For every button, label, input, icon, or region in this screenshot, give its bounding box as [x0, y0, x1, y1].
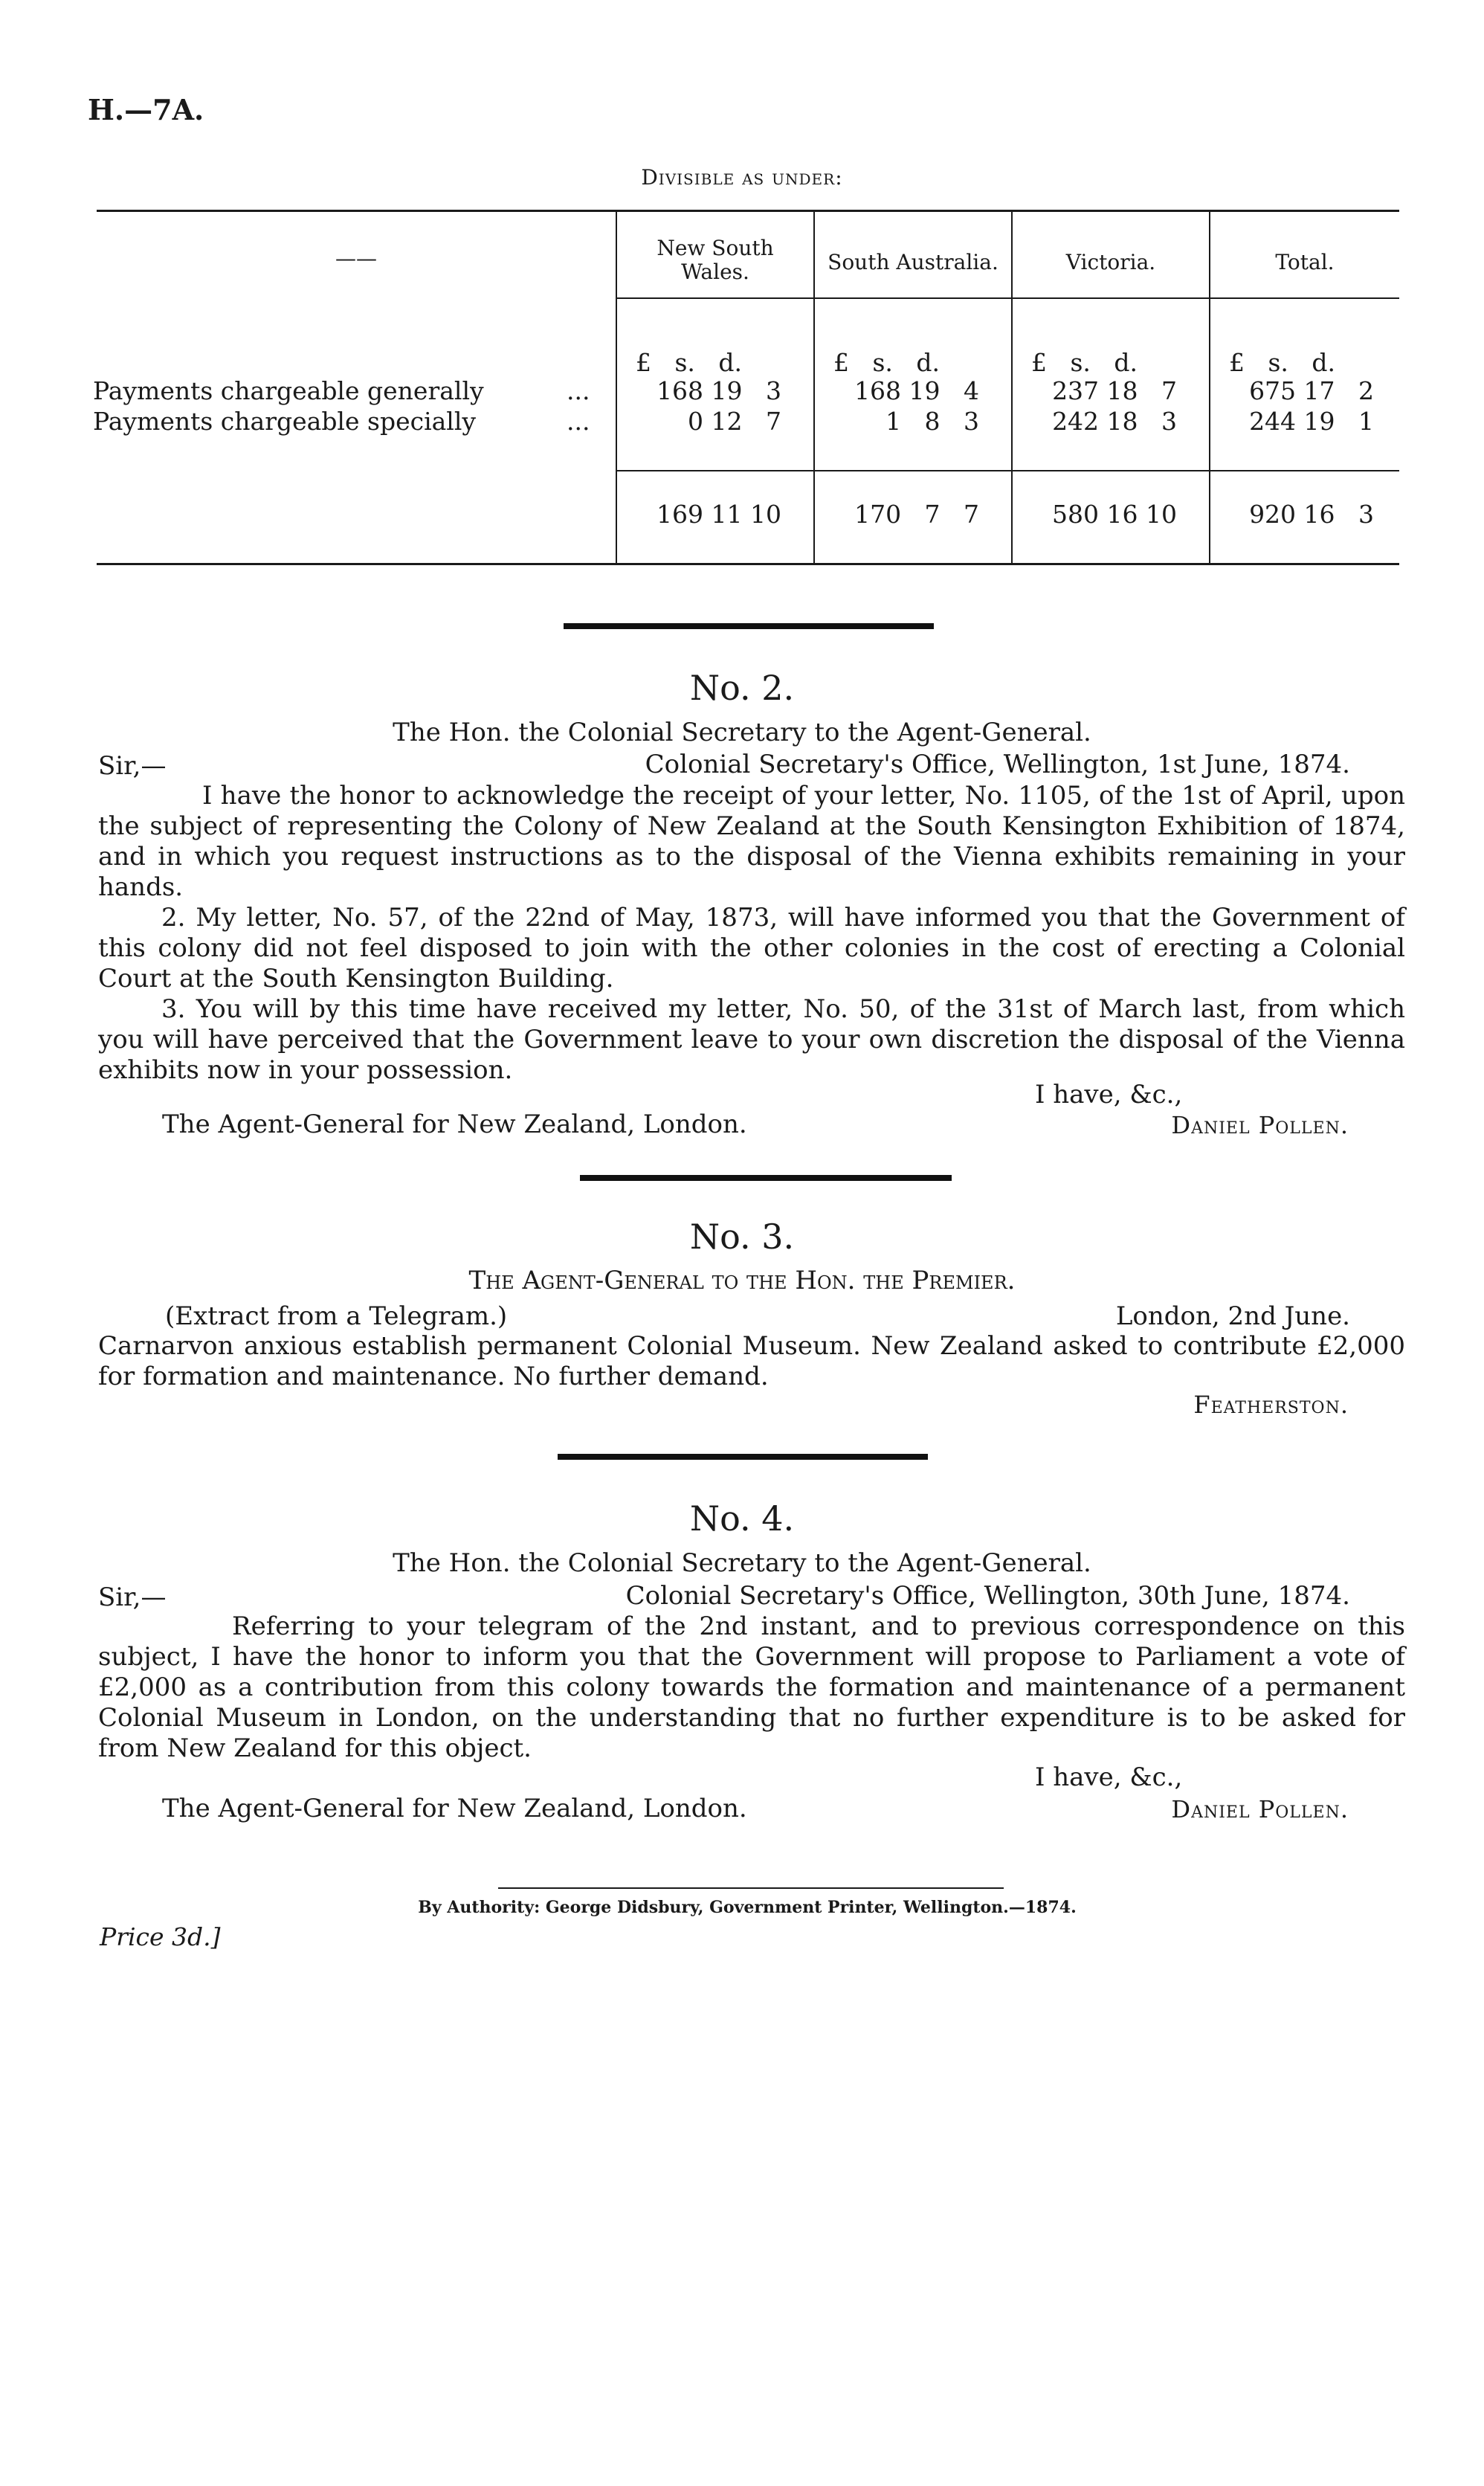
table-cell: 244 19 1: [1249, 407, 1374, 436]
signature: Featherston.: [1193, 1391, 1349, 1419]
column-header-total: Total.: [1275, 250, 1335, 274]
letter-address: The Agent-General to the Hon. the Premier.: [468, 1266, 1016, 1295]
table-cell: 0 12 7: [688, 407, 781, 436]
telegram-body: Carnarvon anxious establish permanent Colonial Museum. New Zealand asked to contribute £2,000 for formation and maintenance. No further demand.: [98, 1331, 1405, 1391]
signature: Daniel Pollen.: [1171, 1111, 1349, 1139]
salutation: Sir,—: [98, 1582, 167, 1612]
letter-address: The Hon. the Colonial Secretary to the Agent-General.: [393, 718, 1091, 747]
letter-number: No. 2.: [689, 668, 795, 708]
closing: I have, &c.,: [1035, 1080, 1183, 1110]
letter-paragraph: 3. You will by this time have received my letter, No. 50, of the 31st of March last, from which you will have perceived that the Government leave to your own discretion the disposal of the Vienna exhibits now in your possession.: [98, 994, 1405, 1085]
document-reference: H.—7A.: [88, 93, 204, 126]
letter-number: No. 3.: [689, 1217, 795, 1257]
column-header-vic: Victoria.: [1065, 250, 1156, 274]
place-date: London, 2nd June.: [1115, 1301, 1350, 1331]
total-cell: 169 11 10: [656, 500, 781, 529]
total-cell: 920 16 3: [1249, 500, 1374, 529]
currency-heading: £ s. d.: [636, 348, 742, 377]
column-header-nsw: New South Wales.: [656, 236, 774, 284]
total-cell: 170 7 7: [854, 500, 979, 529]
signature: Daniel Pollen.: [1171, 1795, 1349, 1823]
section-divider: [580, 1175, 952, 1181]
printer-imprint: By Authority: George Didsbury, Government Printer, Wellington.—1874.: [418, 1898, 1077, 1917]
currency-heading: £ s. d.: [833, 348, 940, 377]
place-date: Colonial Secretary's Office, Wellington, 30th June, 1874.: [625, 1581, 1350, 1611]
letter-paragraph: I have the honor to acknowledge the receipt of your letter, No. 1105, of the 1st of April, upon the subject of representing the Colony of New Zealand at the South Kensington Exhibition of 1874, and in which you request instructions as to the disposal of the Vienna exhibits remaining in your hands.: [98, 781, 1405, 902]
table-bottom-rule: [97, 563, 1399, 565]
row-leader-dots: ...: [567, 407, 590, 436]
currency-heading: £ s. d.: [1229, 348, 1335, 377]
column-header-sa: South Australia.: [828, 250, 999, 274]
table-title: Divisible as under:: [641, 165, 843, 190]
column-divider: [616, 212, 617, 563]
row-label: Payments chargeable generally: [93, 376, 484, 405]
section-divider: [564, 623, 934, 629]
letter-number: No. 4.: [689, 1498, 795, 1539]
row-label: Payments chargeable specially: [93, 407, 477, 436]
letter-paragraph: Referring to your telegram of the 2nd instant, and to previous correspondence on this subject, I have the honor to inform you that the Government will propose to Parliament a vote of £2,000 as a contribution from this colony towards the formation and maintenance of a permanent Colonial Museum in London, on the understanding that no further expenditure is to be asked for from New Zealand for this object.: [98, 1611, 1405, 1763]
table-cell: 168 19 4: [854, 376, 979, 405]
footer-rule: [498, 1887, 1004, 1889]
letter-address: The Hon. the Colonial Secretary to the Agent-General.: [393, 1548, 1091, 1578]
table-cell: 675 17 2: [1249, 376, 1374, 405]
total-cell: 580 16 10: [1052, 500, 1177, 529]
closing: I have, &c.,: [1035, 1762, 1183, 1792]
table-cell: 1 8 3: [885, 407, 979, 436]
table-cell: 168 19 3: [656, 376, 781, 405]
price: Price 3d.]: [100, 1922, 221, 1951]
table-cell: 237 18 7: [1052, 376, 1177, 405]
recipient: The Agent-General for New Zealand, London.: [162, 1794, 747, 1823]
telegram-note: (Extract from a Telegram.): [165, 1301, 508, 1331]
table-top-rule: [97, 210, 1399, 212]
section-divider: [558, 1454, 928, 1460]
table-totals-rule: [616, 470, 1399, 471]
table-header-rule: [616, 297, 1399, 299]
stub-column-dash: ——: [335, 246, 377, 271]
table-cell: 242 18 3: [1052, 407, 1177, 436]
row-leader-dots: ...: [567, 376, 590, 405]
currency-heading: £ s. d.: [1031, 348, 1138, 377]
letter-paragraph: 2. My letter, No. 57, of the 22nd of May, 1873, will have informed you that the Government of this colony did not feel disposed to join with the other colonies in the cost of erecting a Colonial Court at the South Kensington Building.: [98, 903, 1405, 994]
salutation: Sir,—: [98, 751, 167, 781]
place-date: Colonial Secretary's Office, Wellington, 1st June, 1874.: [645, 750, 1350, 779]
recipient: The Agent-General for New Zealand, London.: [162, 1110, 747, 1139]
